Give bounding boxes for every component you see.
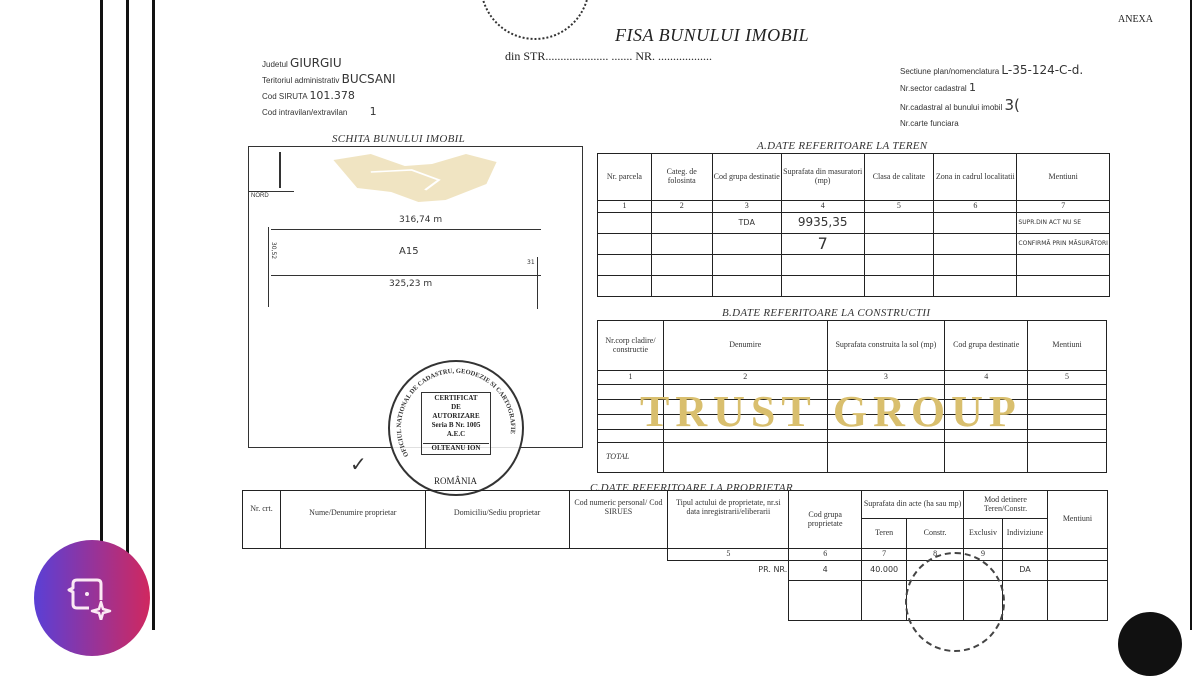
table-number-row: 1 2 3 4 5 6 7 <box>598 201 1110 213</box>
left-info <box>262 56 396 120</box>
document-title: FISA BUNULUI IMOBIL <box>615 25 810 45</box>
stamp-line: Seria B Nr. 1005 <box>431 421 481 429</box>
info-county: Judetul GIURGIU <box>262 56 342 70</box>
table-subheader-row: Teren Constr. Exclusiv Indiviziune <box>243 519 1108 549</box>
left-dimension-line <box>268 227 269 307</box>
sparkle-chat-icon <box>67 574 113 620</box>
watermark-text: TRUST GROUP <box>640 387 1022 436</box>
info-sector: Nr.sector cadastral 1 <box>900 81 976 94</box>
right-info <box>900 62 1083 132</box>
stamp-line: A.E.C <box>446 430 466 438</box>
scan-edge-line <box>1190 0 1192 630</box>
info-territory: Teritoriul administrativ BUCSANI <box>262 72 396 86</box>
north-arrow <box>279 152 281 188</box>
section-c-title: C.DATE REFERITOARE LA PROPRIETAR <box>590 482 793 494</box>
top-stamp <box>480 0 590 40</box>
north-line <box>249 191 294 192</box>
document-subtitle: din STR..................... ....... NR. .................. <box>505 49 713 63</box>
bottom-length: 325,23 m <box>389 279 433 289</box>
table-row <box>598 276 1110 297</box>
authorization-stamp <box>388 360 524 496</box>
corner-button[interactable] <box>1118 612 1182 676</box>
table-header-row: Nr. crt. Nume/Denumire proprietar Domiciliu/Sediu proprietar Cod numeric personal/ Cod SIRUES Tipul actului de proprietate, nr.si data inregistrarii/eliberarii Cod grupa proprietate Suprafata din acte (ha sau mp) Mod detinere Teren/Constr. Mentiuni <box>243 491 1108 519</box>
section-b-title: B.DATE REFERITOARE LA CONSTRUCTII <box>722 307 931 319</box>
stamp-ring-text: OFICIUL NATIONAL DE CADASTRU, GEODEZIE SI CARTOGRAFIE <box>395 367 517 458</box>
table-header-row: Nr.corp cladire/ constructie Denumire Suprafata construita la sol (mp) Cod grupa destinatie Mentiuni <box>598 321 1107 371</box>
table-row: PR. NR. 4 40.000 DA <box>243 561 1108 581</box>
scan-edge-line <box>152 0 155 630</box>
table-number-row: 1 2 3 4 5 <box>598 371 1107 385</box>
stamp-line: DE <box>451 403 461 411</box>
right-dimension-line <box>537 257 538 309</box>
bottom-stamp <box>905 552 1005 652</box>
right-width: 31 <box>527 259 535 266</box>
table-row <box>598 255 1110 276</box>
stamp-line: AUTORIZARE <box>432 412 480 420</box>
table-number-row: 5 6 7 8 9 <box>243 549 1108 561</box>
scan-edge-line <box>126 0 129 630</box>
info-section: Sectiune plan/nomenclatura L-35-124-C-d. <box>900 63 1084 77</box>
sketch-title: SCHITA BUNULUI IMOBIL <box>332 133 466 145</box>
stamp-line: CERTIFICAT <box>434 394 478 402</box>
land-table <box>597 153 1110 297</box>
top-length: 316,74 m <box>399 215 443 225</box>
section-a-title: A.DATE REFERITOARE LA TEREN <box>757 140 928 152</box>
table-row: TDA 9935,35 SUPR.DIN ACT NU SE <box>598 213 1110 234</box>
total-row: TOTAL <box>598 443 1107 473</box>
left-width: 30,52 <box>270 241 278 260</box>
assistant-button[interactable] <box>34 540 150 656</box>
info-zone: Cod intravilan/extravilan 1 <box>262 105 377 118</box>
info-siruta: Cod SIRUTA 101.378 <box>262 89 355 102</box>
info-land-book: Nr.carte funciara <box>900 119 959 128</box>
parcel-label: A15 <box>399 246 419 257</box>
table-header-row: Nr. parcela Categ. de folosinta Cod grupa destinatie Suprafata din masuratori (mp) Clasa de calitate Zona in cadrul localitatii Mentiuni <box>598 154 1110 201</box>
handshake-watermark-icon <box>330 152 500 204</box>
north-label: NORD <box>251 193 269 199</box>
annex-label: ANEXA <box>1118 14 1153 25</box>
stamp-name: OLTEANU ION <box>423 443 489 453</box>
table-row: 7 CONFIRMĂ PRIN MĂSURĂTORI <box>598 234 1110 255</box>
scan-edge-line <box>100 0 103 630</box>
info-cadastral: Nr.cadastral al bunului imobil 3( <box>900 96 1020 114</box>
signature: ✓ <box>350 452 367 476</box>
stamp-country: ROMÂNIA <box>434 476 478 486</box>
stamp-inner-box <box>421 392 491 455</box>
